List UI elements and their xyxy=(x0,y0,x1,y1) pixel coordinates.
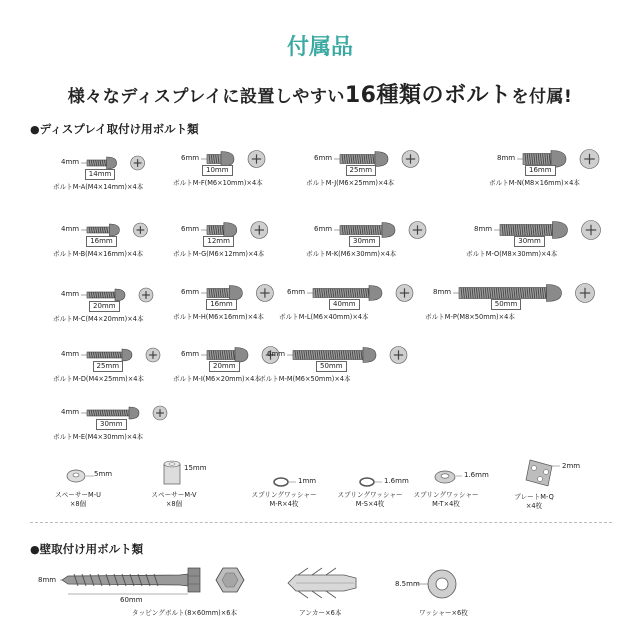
bolt-diameter-label: 6mm xyxy=(181,154,200,162)
section-divider xyxy=(30,522,612,523)
accessory-caption-name: スプリングワッシャー xyxy=(251,491,317,499)
bolt-length-label: 30mm xyxy=(349,236,380,247)
accessory-caption-name: スプリングワッシャー xyxy=(413,491,479,499)
page-subtitle xyxy=(0,78,640,109)
section-bullet: ● xyxy=(30,543,40,556)
bolt-caption: ボルトM-K(M6×30mm)×4本 xyxy=(306,250,397,258)
washer-icon xyxy=(416,569,466,599)
page-title: 付属品 xyxy=(286,35,353,60)
bolt-caption: ボルトM-A(M4×14mm)×4本 xyxy=(53,183,144,191)
accessory-caption-name: プレートM-Q xyxy=(514,493,554,501)
bolt-caption: ボルトM-F(M6×10mm)×4本 xyxy=(173,179,263,187)
bolt-diameter-label: 8mm xyxy=(474,225,493,233)
washer-dimension: 8.5mm xyxy=(395,580,420,588)
bolt-length-label: 14mm xyxy=(85,169,116,180)
accessory-caption-count: M-S×4枚 xyxy=(355,500,385,508)
accessory-dimension: 1.6mm xyxy=(384,477,409,485)
bolt-length-label: 16mm xyxy=(525,165,556,176)
bolt-diameter-label: 4mm xyxy=(61,158,80,166)
accessory-caption-count: ×4枚 xyxy=(525,502,543,510)
bolt-caption: ボルトM-D(M4×25mm)×4本 xyxy=(53,375,145,383)
bolt-caption: ボルトM-P(M8×50mm)×4本 xyxy=(425,313,515,321)
accessory-caption-count: M-R×4枚 xyxy=(269,500,299,508)
tapping-bolt-length: 60mm xyxy=(120,596,143,604)
tapping-bolt-caption: タッピングボルト(8×60mm)×6本 xyxy=(132,609,238,617)
bolt-caption: ボルトM-I(M6×20mm)×4本 xyxy=(173,375,261,383)
bolt-length-label: 30mm xyxy=(514,236,545,247)
anchor-caption: アンカー×6本 xyxy=(299,609,342,617)
bolt-length-label: 50mm xyxy=(316,361,347,372)
bolt-length-label: 20mm xyxy=(209,361,240,372)
subtitle-pre: 様々なディスプレイに設置しやすい xyxy=(67,87,345,107)
accessory-caption-name: スプリングワッシャー xyxy=(337,491,403,499)
section-bullet: ● xyxy=(30,123,40,136)
bolt-caption: ボルトM-G(M6×12mm)×4本 xyxy=(173,250,265,258)
accessory-caption-count: M-T×4枚 xyxy=(432,500,460,508)
section-label: ディスプレイ取付け用ボルト類 xyxy=(39,122,199,136)
bolt-length-label: 40mm xyxy=(329,299,360,310)
bolt-diameter-label: 6mm xyxy=(314,154,333,162)
bolt-diameter-label: 4mm xyxy=(61,225,80,233)
tapping-bolt-diameter: 8mm xyxy=(38,576,57,584)
bolt-diameter-label: 8mm xyxy=(433,288,452,296)
bolt-length-label: 25mm xyxy=(93,361,124,372)
bolt-caption: ボルトM-O(M8×30mm)×4本 xyxy=(466,250,558,258)
bolt-caption: ボルトM-M(M6×50mm)×4本 xyxy=(259,375,351,383)
bolt-icon xyxy=(459,281,602,305)
bolt-diameter-label: 6mm xyxy=(181,288,200,296)
accessory-caption-count: ×8個 xyxy=(69,500,87,508)
bolt-icon xyxy=(293,343,416,367)
bolt-caption: ボルトM-H(M6×16mm)×4本 xyxy=(173,313,264,321)
bolt-diameter-label: 6mm xyxy=(181,350,200,358)
bolt-length-label: 10mm xyxy=(202,165,233,176)
bolt-diameter-label: 6mm xyxy=(314,225,333,233)
bolt-diameter-label: 6mm xyxy=(181,225,200,233)
bolt-caption: ボルトM-J(M6×25mm)×4本 xyxy=(306,179,395,187)
bolt-length-label: 20mm xyxy=(89,301,120,312)
bolt-diameter-label: 6mm xyxy=(267,350,286,358)
accessory-dimension: 1.6mm xyxy=(464,471,489,479)
bolt-length-label: 25mm xyxy=(346,165,377,176)
washer-caption: ワッシャー×6枚 xyxy=(419,609,468,617)
subtitle-highlight: 16種類のボルト xyxy=(344,83,512,108)
accessory-caption-name: スペーサーM-U xyxy=(55,491,101,499)
bolt-length-label: 16mm xyxy=(86,236,117,247)
bolt-diameter-label: 4mm xyxy=(61,290,80,298)
bolt-diameter-label: 8mm xyxy=(497,154,516,162)
section-wall-bolts-heading xyxy=(30,541,143,557)
tapping-bolt-icon xyxy=(60,562,270,602)
accessory-dimension: 1mm xyxy=(298,477,317,485)
bolt-caption: ボルトM-C(M4×20mm)×4本 xyxy=(53,315,144,323)
bolt-diameter-label: 4mm xyxy=(61,350,80,358)
bolt-length-label: 12mm xyxy=(203,236,234,247)
accessory-dimension: 15mm xyxy=(184,464,207,472)
accessory-caption-name: スペーサーM-V xyxy=(151,491,197,499)
bolt-length-label: 30mm xyxy=(96,419,127,430)
bolt-caption: ボルトM-E(M4×30mm)×4本 xyxy=(53,433,144,441)
bolt-length-label: 16mm xyxy=(206,299,237,310)
bolt-caption: ボルトM-L(M6×40mm)×4本 xyxy=(279,313,369,321)
bolt-diameter-label: 6mm xyxy=(287,288,306,296)
accessory-icon xyxy=(522,458,562,488)
section-display-bolts-heading xyxy=(30,121,199,137)
section-label: 壁取付け用ボルト類 xyxy=(39,542,144,556)
bolt-caption: ボルトM-N(M8×16mm)×4本 xyxy=(489,179,580,187)
bolt-diameter-label: 4mm xyxy=(61,408,80,416)
bolt-caption: ボルトM-B(M4×16mm)×4本 xyxy=(53,250,144,258)
subtitle-post: を付属! xyxy=(511,87,573,107)
accessory-dimension: 5mm xyxy=(94,470,113,478)
bolt-length-label: 50mm xyxy=(491,299,522,310)
anchor-icon xyxy=(284,566,364,600)
accessory-dimension: 2mm xyxy=(562,462,581,470)
accessory-caption-count: ×8個 xyxy=(165,500,183,508)
